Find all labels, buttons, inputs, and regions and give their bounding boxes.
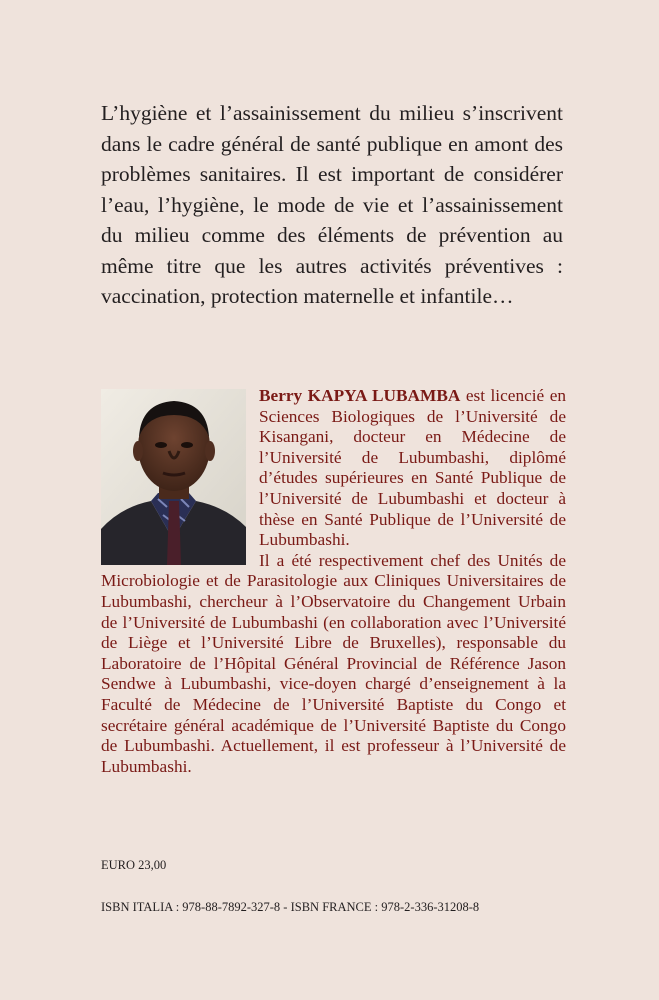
author-portrait (101, 389, 246, 565)
author-bio-career: Il a été respectivement chef des Unités de Microbiologie et de Parasitologie aux Cliniques Universitaires de Lubumbashi, chercheur à l’Observatoire du Changement Urbain de l’Université de Lubumbashi (en collaboration avec l’Université de Liège et l’Université Libre de Bruxelles), responsable du Laboratoire de l’Hôpital Général Provincial de Référence Jason Sendwe à Lubumbashi, vice-doyen chargé d’enseignement à la Faculté de Médecine de l’Université Baptiste du Congo et secrétaire général académique de l’Université Baptiste du Congo de Lubumbashi. Actuellement, il est professeur à l’Université de Lubumbashi. (101, 550, 566, 776)
author-name: Berry KAPYA LUBAMBA (259, 386, 461, 405)
author-bio-intro: est licencié en Sciences Biologiques de l’Université de Kisangani, docteur en Médecine de l’Université de Lubumbashi, diplômé d’études supérieures en Santé Publique de l’Université de Lubumbashi et docteur à thèse en Santé Publique de l’Université de Lubumbashi. (259, 386, 567, 550)
author-biography (101, 386, 566, 777)
back-cover-blurb: L’hygiène et l’assainissement du milieu s’inscrivent dans le cadre général de santé publique en amont des problèmes sanitaires. Il est important de considérer l’eau, l’hygiène, le mode de vie et l’assainissement du milieu comme des éléments de prévention au même titre que les autres activités préventives : vaccination, protection maternelle et infantile… (101, 101, 563, 308)
price-label: EURO 23,00 (101, 858, 167, 872)
isbn-line: ISBN ITALIA : 978-88-7892-327-8 - ISBN FRANCE : 978-2-336-31208-8 (101, 900, 480, 914)
